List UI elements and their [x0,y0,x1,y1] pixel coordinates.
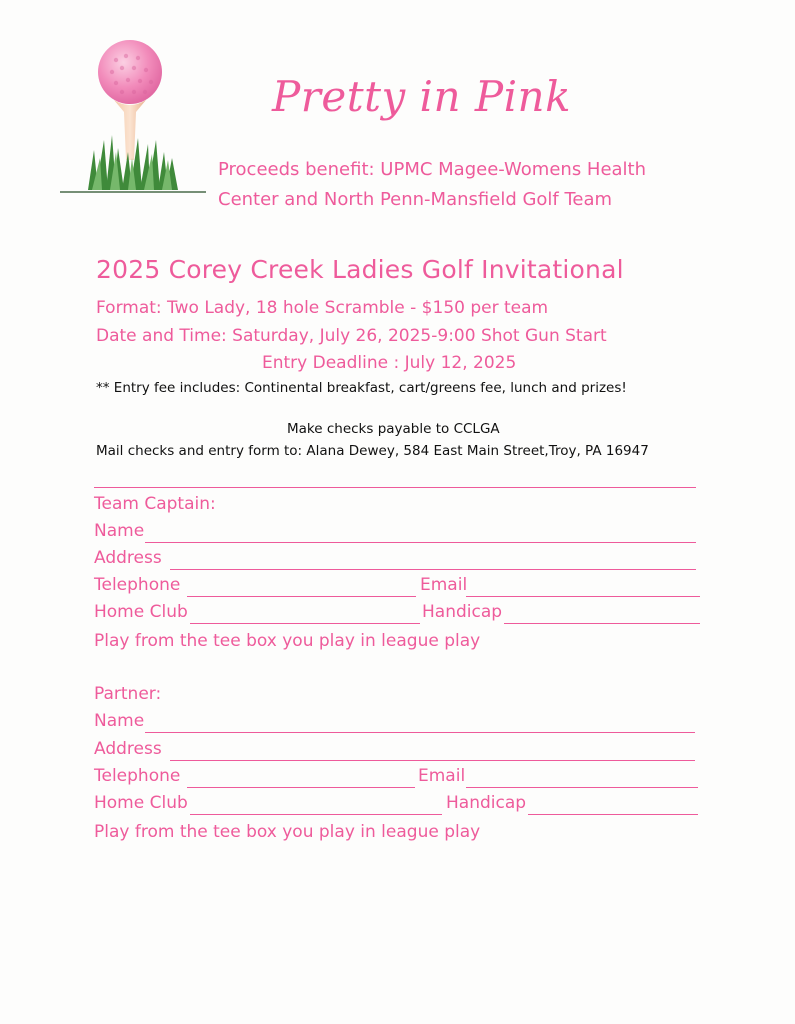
captain-email-field[interactable] [466,578,700,597]
partner-email-field[interactable] [466,769,698,788]
captain-handicap-field[interactable] [504,605,700,624]
partner-telephone-field[interactable] [187,769,415,788]
checks-payable-text: Make checks payable to CCLGA [287,421,500,437]
partner-handicap-field[interactable] [528,796,698,815]
date-time-text: Date and Time: Saturday, July 26, 2025-9:00 Shot Gun Start [96,326,607,346]
captain-telephone-label: Telephone [94,575,181,595]
captain-home-club-field[interactable] [190,605,420,624]
partner-tee-box-note: Play from the tee box you play in league play [94,822,481,842]
partner-home-club-label: Home Club [94,793,188,813]
proceeds-line-1: Proceeds benefit: UPMC Magee-Womens Health [218,159,647,180]
captain-address-label: Address [94,548,162,568]
captain-name-label: Name [94,521,145,541]
partner-handicap-label: Handicap [446,793,527,813]
entry-fee-includes-text: ** Entry fee includes: Continental breakfast, cart/greens fee, lunch and prizes! [96,380,627,396]
event-brand-title: Pretty in Pink [272,72,572,121]
proceeds-text [218,155,646,215]
golf-ball-on-tee-logo [58,40,208,200]
captain-telephone-field[interactable] [187,578,416,597]
partner-address-label: Address [94,739,162,759]
partner-name-field[interactable] [145,714,695,733]
partner-address-field[interactable] [170,742,695,761]
format-text: Format: Two Lady, 18 hole Scramble - $150 per team [96,298,549,318]
captain-handicap-label: Handicap [422,602,503,622]
partner-home-club-field[interactable] [190,796,442,815]
partner-email-label: Email [418,766,466,786]
captain-email-label: Email [420,575,468,595]
mail-to-text: Mail checks and entry form to: Alana Dewey, 584 East Main Street,Troy, PA 16947 [96,443,649,459]
captain-name-field[interactable] [145,524,696,543]
partner-heading: Partner: [94,684,162,704]
partner-name-label: Name [94,711,145,731]
proceeds-line-2: Center and North Penn-Mansfield Golf Team [218,189,613,210]
captain-tee-box-note: Play from the tee box you play in league play [94,631,481,651]
captain-address-field[interactable] [170,551,696,570]
captain-heading: Team Captain: [94,494,216,514]
captain-home-club-label: Home Club [94,602,188,622]
event-title: 2025 Corey Creek Ladies Golf Invitational [96,255,624,284]
entry-deadline-text: Entry Deadline : July 12, 2025 [262,353,517,373]
partner-telephone-label: Telephone [94,766,181,786]
section-divider [94,487,696,488]
